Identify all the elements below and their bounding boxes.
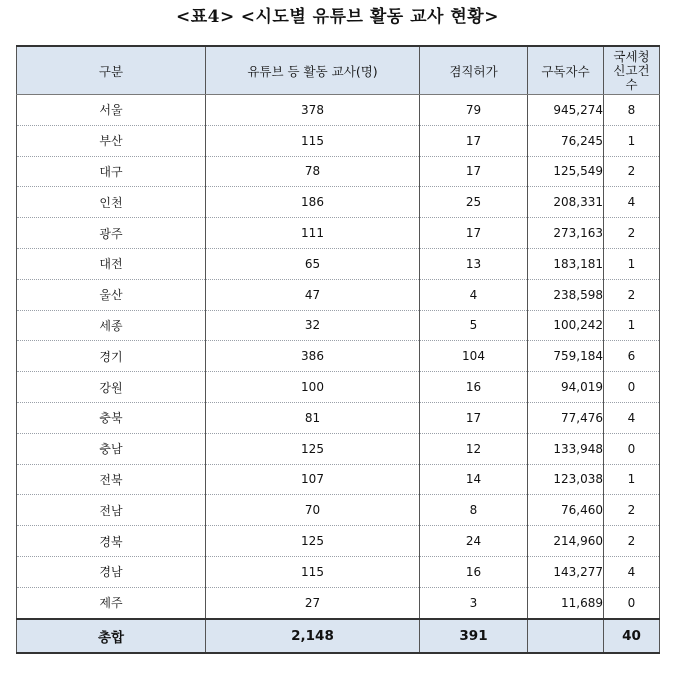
cell-region: 울산 [17,279,206,310]
cell-permits: 25 [420,187,528,218]
cell-region: 충북 [17,402,206,433]
total-subscribers [528,619,604,653]
header-subscribers: 구독자수 [528,46,604,95]
total-teachers: 2,148 [206,619,420,653]
cell-permits: 12 [420,433,528,464]
cell-region: 서울 [17,95,206,126]
cell-teachers: 115 [206,556,420,587]
table-caption: <시도별 유튜브 활동 교사 현황> [240,7,499,27]
cell-tax-reports: 8 [604,95,660,126]
table-number: <표4> [176,7,235,27]
cell-subscribers: 123,038 [528,464,604,495]
cell-tax-reports: 2 [604,279,660,310]
table-title [0,4,675,30]
cell-tax-reports: 4 [604,402,660,433]
cell-teachers: 78 [206,156,420,187]
cell-permits: 14 [420,464,528,495]
header-tax-reports [604,46,660,95]
cell-subscribers: 238,598 [528,279,604,310]
cell-subscribers: 945,274 [528,95,604,126]
cell-permits: 104 [420,341,528,372]
cell-teachers: 111 [206,218,420,249]
cell-subscribers: 143,277 [528,556,604,587]
cell-tax-reports: 0 [604,587,660,618]
cell-teachers: 378 [206,95,420,126]
cell-subscribers: 759,184 [528,341,604,372]
header-tax-reports-line2: 신고건 [613,62,650,78]
table-row [17,248,660,279]
cell-tax-reports: 6 [604,341,660,372]
header-row [17,46,660,95]
cell-subscribers: 273,163 [528,218,604,249]
youtube-teachers-table [16,45,660,654]
cell-region: 전북 [17,464,206,495]
header-permits: 겸직허가 [420,46,528,95]
cell-subscribers: 76,460 [528,495,604,526]
cell-tax-reports: 2 [604,218,660,249]
table-row [17,95,660,126]
cell-teachers: 100 [206,372,420,403]
header-region: 구분 [17,46,206,95]
cell-subscribers: 11,689 [528,587,604,618]
cell-permits: 24 [420,526,528,557]
cell-teachers: 125 [206,526,420,557]
cell-permits: 17 [420,218,528,249]
cell-permits: 4 [420,279,528,310]
table-row [17,464,660,495]
cell-tax-reports: 1 [604,125,660,156]
cell-tax-reports: 2 [604,495,660,526]
cell-region: 전남 [17,495,206,526]
total-permits: 391 [420,619,528,653]
cell-tax-reports: 1 [604,464,660,495]
cell-region: 경북 [17,526,206,557]
cell-teachers: 32 [206,310,420,341]
cell-subscribers: 94,019 [528,372,604,403]
table-row [17,587,660,618]
cell-permits: 17 [420,156,528,187]
cell-subscribers: 133,948 [528,433,604,464]
cell-tax-reports: 1 [604,248,660,279]
cell-teachers: 115 [206,125,420,156]
table-row [17,495,660,526]
cell-tax-reports: 0 [604,372,660,403]
table-body [17,95,660,619]
total-tax-reports: 40 [604,619,660,653]
table-row [17,187,660,218]
cell-region: 충남 [17,433,206,464]
cell-teachers: 386 [206,341,420,372]
cell-teachers: 125 [206,433,420,464]
cell-region: 광주 [17,218,206,249]
cell-teachers: 186 [206,187,420,218]
cell-region: 경남 [17,556,206,587]
cell-permits: 3 [420,587,528,618]
table-row [17,526,660,557]
cell-region: 인천 [17,187,206,218]
cell-permits: 16 [420,372,528,403]
cell-teachers: 47 [206,279,420,310]
cell-subscribers: 208,331 [528,187,604,218]
table-row [17,125,660,156]
cell-region: 부산 [17,125,206,156]
total-label: 총합 [17,619,206,653]
cell-teachers: 81 [206,402,420,433]
cell-tax-reports: 0 [604,433,660,464]
cell-permits: 8 [420,495,528,526]
cell-region: 세종 [17,310,206,341]
header-tax-reports-line3: 수 [625,76,638,92]
cell-permits: 17 [420,402,528,433]
total-row [17,619,660,653]
cell-subscribers: 77,476 [528,402,604,433]
cell-region: 대구 [17,156,206,187]
cell-tax-reports: 1 [604,310,660,341]
table-row [17,556,660,587]
cell-subscribers: 183,181 [528,248,604,279]
cell-region: 제주 [17,587,206,618]
header-tax-reports-line1: 국세청 [613,48,650,64]
table-row [17,433,660,464]
table-row [17,156,660,187]
cell-permits: 79 [420,95,528,126]
table-row [17,310,660,341]
cell-tax-reports: 4 [604,187,660,218]
table-row [17,341,660,372]
cell-tax-reports: 2 [604,526,660,557]
table-row [17,402,660,433]
cell-permits: 13 [420,248,528,279]
cell-permits: 17 [420,125,528,156]
cell-permits: 5 [420,310,528,341]
cell-subscribers: 76,245 [528,125,604,156]
cell-subscribers: 214,960 [528,526,604,557]
header-teachers: 유튜브 등 활동 교사(명) [206,46,420,95]
cell-permits: 16 [420,556,528,587]
cell-region: 대전 [17,248,206,279]
cell-tax-reports: 2 [604,156,660,187]
cell-subscribers: 125,549 [528,156,604,187]
table-row [17,372,660,403]
table-row [17,279,660,310]
cell-region: 강원 [17,372,206,403]
cell-region: 경기 [17,341,206,372]
cell-teachers: 27 [206,587,420,618]
cell-teachers: 65 [206,248,420,279]
cell-teachers: 70 [206,495,420,526]
cell-subscribers: 100,242 [528,310,604,341]
table-row [17,218,660,249]
cell-teachers: 107 [206,464,420,495]
cell-tax-reports: 4 [604,556,660,587]
